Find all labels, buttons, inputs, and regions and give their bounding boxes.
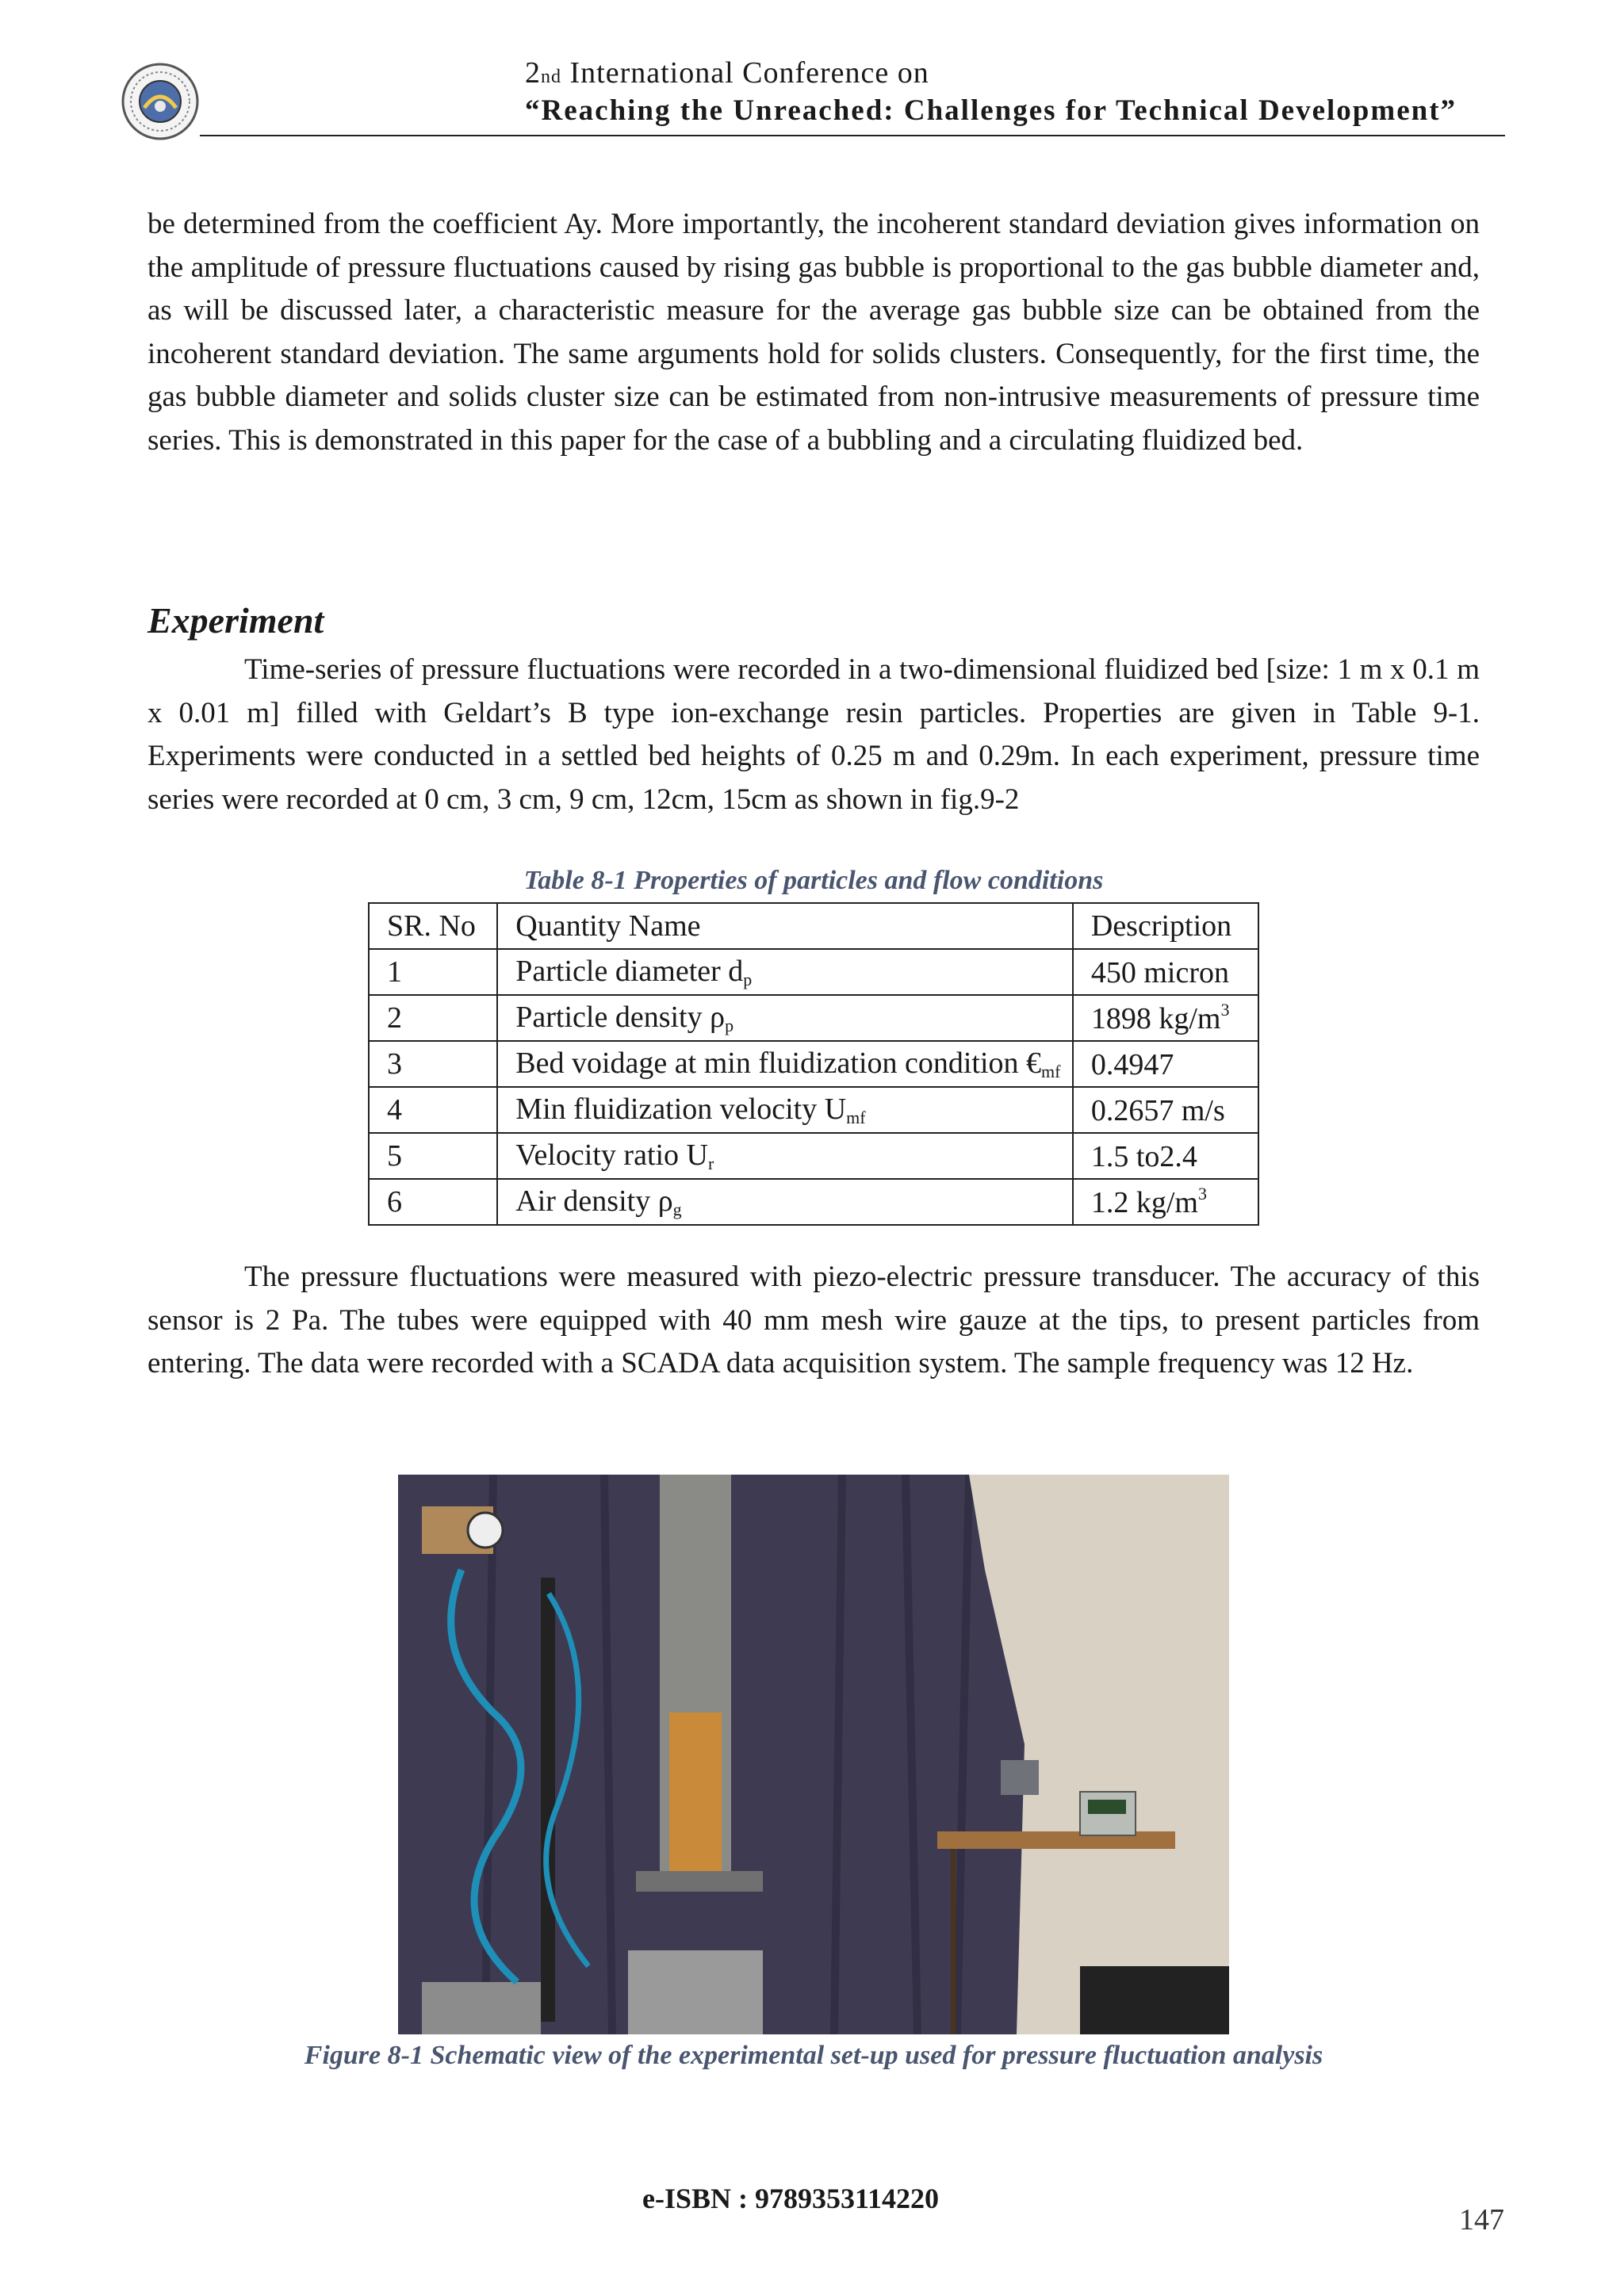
quantity-subscript: mf <box>846 1108 866 1127</box>
page-number: 147 <box>1459 2203 1504 2237</box>
table-row <box>369 995 1258 1041</box>
ordinal-number: 2 <box>525 56 541 90</box>
properties-table <box>368 902 1259 1226</box>
column-header: Description <box>1073 903 1258 949</box>
sr-no-cell: 3 <box>369 1041 497 1087</box>
ordinal-suffix: nd <box>541 67 561 87</box>
sr-no-cell: 4 <box>369 1087 497 1133</box>
quantity-name-cell <box>497 1133 1073 1179</box>
description-value: 0.4947 <box>1090 1048 1174 1081</box>
quantity-name-cell <box>497 949 1073 995</box>
sr-no-cell: 5 <box>369 1133 497 1179</box>
table-row <box>369 1179 1258 1225</box>
figure-caption: Figure 8-1 Schematic view of the experimental set-up used for pressure fluctuation analysis <box>304 2041 1323 2070</box>
intro-paragraph: be determined from the coefficient Ay. More importantly, the incoherent standard deviation gives information on the amplitude of pressure fluctuations caused by rising gas bubble is proportional to the gas bubble diameter and, as will be discussed later, a characteristic measure for the average gas bubble size can be obtained from the incoherent standard deviation. The same arguments hold for solids clusters. Consequently, for the first time, the gas bubble diameter and solids cluster size can be estimated from non-intrusive measurements of pressure time series. This is demonstrated in this paper for the case of a bubbling and a circulating fluidized bed. <box>147 208 1480 457</box>
description-value: 1.5 to2.4 <box>1090 1140 1197 1173</box>
table-row <box>369 1133 1258 1179</box>
sr-no-cell: 6 <box>369 1179 497 1225</box>
table-row <box>369 1041 1258 1087</box>
quantity-name: Bed voidage at min fluidization condition € <box>515 1047 1042 1080</box>
conference-logo-icon <box>121 62 200 141</box>
quantity-name-cell <box>497 1179 1073 1225</box>
description-cell <box>1073 949 1258 995</box>
column-header: Quantity Name <box>497 903 1073 949</box>
description-cell <box>1073 1087 1258 1133</box>
description-value: 0.2657 m/s <box>1090 1094 1225 1127</box>
experiment-paragraph: Time-series of pressure fluctuations were recorded in a two-dimensional fluidized bed [size: 1 m x 0.1 m x 0.01 m] filled with Geldart’s B type ion-exchange resin particles. Properties are given in Table 9-1. Experiments were conducted in a settled bed heights of 0.25 m and 0.29m. In each experiment, pressure time series were recorded at 0 cm, 3 cm, 9 cm, 12cm, 15cm as shown in fig.9-2 <box>147 653 1480 816</box>
quantity-name: Min fluidization velocity U <box>515 1093 847 1126</box>
conference-theme: “Reaching the Unreached: Challenges for Technical Development” <box>525 94 1457 127</box>
description-superscript: 3 <box>1220 1000 1230 1020</box>
sensor-paragraph: The pressure fluctuations were measured with piezo-electric pressure transducer. The accuracy of this sensor is 2 Pa. The tubes were equipped with 40 mm mesh wire gauze at the tips, to present particles from entering. The data were recorded with a SCADA data acquisition system. The sample frequency was 12 Hz. <box>147 1261 1480 1380</box>
quantity-subscript: p <box>743 970 753 989</box>
section-title-experiment: Experiment <box>147 600 324 641</box>
isbn: e-ISBN : 9789353114220 <box>642 2183 940 2214</box>
sr-no-cell: 1 <box>369 949 497 995</box>
quantity-name-cell <box>497 995 1073 1041</box>
quantity-name: Particle diameter d <box>515 955 744 988</box>
table-row <box>369 949 1258 995</box>
quantity-name: Air density ρ <box>515 1184 673 1218</box>
description-value: 1898 kg/m <box>1090 1002 1221 1035</box>
sr-no-cell: 2 <box>369 995 497 1041</box>
description-value: 1.2 kg/m <box>1090 1186 1198 1219</box>
description-cell <box>1073 1133 1258 1179</box>
description-superscript: 3 <box>1198 1184 1207 1203</box>
conference-title <box>525 55 929 90</box>
table-header-row <box>369 903 1258 949</box>
quantity-name-cell <box>497 1087 1073 1133</box>
description-cell <box>1073 1041 1258 1087</box>
quantity-subscript: r <box>708 1154 714 1173</box>
table-row <box>369 1087 1258 1133</box>
header-divider <box>200 135 1505 136</box>
conference-line: International Conference on <box>569 56 929 90</box>
table-caption: Table 8-1 Properties of particles and flow conditions <box>523 866 1104 895</box>
quantity-subscript: p <box>725 1016 734 1035</box>
experimental-setup-photo <box>398 1475 1229 2034</box>
description-cell <box>1073 995 1258 1041</box>
description-value: 450 micron <box>1090 956 1230 989</box>
quantity-name: Particle density ρ <box>515 1001 726 1034</box>
quantity-name: Velocity ratio U <box>515 1138 708 1172</box>
quantity-name-cell <box>497 1041 1073 1087</box>
quantity-subscript: mf <box>1041 1062 1061 1081</box>
quantity-subscript: g <box>672 1200 682 1219</box>
column-header: SR. No <box>369 903 497 949</box>
description-cell <box>1073 1179 1258 1225</box>
